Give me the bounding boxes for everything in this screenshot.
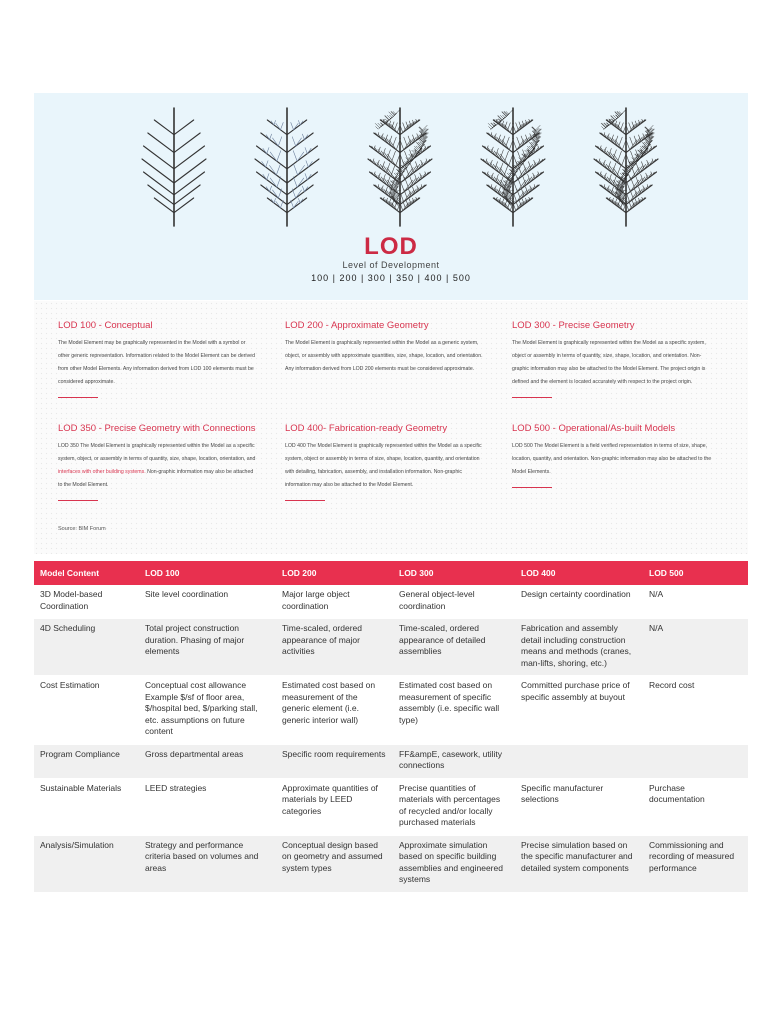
lod-banner <box>34 93 748 300</box>
definition-title: LOD 300 - Precise Geometry <box>512 320 635 331</box>
row-label-cell: 3D Model-based Coordination <box>34 585 139 619</box>
table-cell: Fabrication and assembly detail including construction means and methods (cranes, man-lifts, shoring, etc.) <box>515 619 643 676</box>
table-cell: Conceptual cost allowance Example $/sf of floor area, $/hospital bed, $/parking stall, etc. assumptions on future content <box>139 676 276 745</box>
lod-subtitle: Level of Development <box>342 260 440 270</box>
row-label-cell: Cost Estimation <box>34 676 139 745</box>
divider <box>58 397 98 398</box>
table-row <box>34 619 748 676</box>
table-row <box>34 585 748 619</box>
column-header: LOD 300 <box>393 561 515 585</box>
tree-lod-500-icon <box>594 108 658 226</box>
definition-card-lod-500 <box>512 423 712 488</box>
table-cell: Estimated cost based on measurement of the generic element (i.e. generic interior wall) <box>276 676 393 745</box>
table-cell: N/A <box>643 619 748 676</box>
definition-card-lod-350 <box>58 423 258 501</box>
table-cell: Commissioning and recording of measured performance <box>643 835 748 892</box>
definition-text: The Model Element is graphically represented within the Model as a generic system, object, or assembly with approximate quantities, size, shape, location, and orientation. Any information derived from LOD 200 elements must be considered approximate. <box>285 340 483 372</box>
table-cell: Precise quantities of materials with percentages of recycled and/or locally purchased materials <box>393 778 515 835</box>
lod-trees-illustration <box>34 93 748 243</box>
lod-definitions <box>34 301 748 554</box>
definition-text: LOD 350 The Model Element is graphically represented within the Model as a specific system, object, or assembly in terms of quantity, size, shape, location, orientation, and interfaces with other building systems. Non-graphic information may also be attached to the Model Element. <box>58 443 256 488</box>
definition-text: The Model Element is graphically represented within the Model as a specific system, object or assembly in terms of quantity, size, shape, location, and orientation. Non-graphic information may also be attached to the Model Element. The project origin is defined and the element is located accurately with respect to the project origin. <box>512 340 706 385</box>
column-header: LOD 100 <box>139 561 276 585</box>
definition-text: LOD 400 The Model Element is graphically represented within the Model as a specific system, object or assembly in terms of size, shape, location, quantity, and orientation with detailing, fabrication, assembly, and installation information. Non-graphic information may also be attached to the Model Element. <box>285 443 482 488</box>
table-cell: Purchase documentation <box>643 778 748 835</box>
tree-lod-400-icon <box>481 108 545 226</box>
table-cell: Record cost <box>643 676 748 745</box>
row-label-cell: 4D Scheduling <box>34 619 139 676</box>
table-cell: Strategy and performance criteria based on volumes and areas <box>139 835 276 892</box>
table-cell: Committed purchase price of specific assembly at buyout <box>515 676 643 745</box>
table-row <box>34 676 748 745</box>
table-cell: N/A <box>643 585 748 619</box>
highlighted-text: interfaces with other building systems. <box>58 469 146 475</box>
column-header: LOD 200 <box>276 561 393 585</box>
divider <box>512 397 552 398</box>
table-cell: Time-scaled, ordered appearance of major activities <box>276 619 393 676</box>
divider <box>512 487 552 488</box>
tree-lod-300-icon <box>368 108 432 226</box>
table-cell: Specific manufacturer selections <box>515 778 643 835</box>
divider <box>58 500 98 501</box>
definition-title: LOD 200 - Approximate Geometry <box>285 320 429 331</box>
table-cell: General object-level coordination <box>393 585 515 619</box>
table-cell <box>643 744 748 778</box>
table-cell: Precise simulation based on the specific manufacturer and detailed system components <box>515 835 643 892</box>
table-row <box>34 835 748 892</box>
column-header: LOD 400 <box>515 561 643 585</box>
definition-text: LOD 500 The Model Element is a field verified representation in terms of size, shape, location, quantity, and orientation. Non-graphic information may also be attached to the Model Elements. <box>512 443 712 475</box>
definition-card-lod-100 <box>58 320 258 398</box>
definition-title: LOD 500 - Operational/As-built Models <box>512 423 676 434</box>
table-cell <box>515 744 643 778</box>
divider <box>285 500 325 501</box>
definition-title: LOD 400- Fabrication-ready Geometry <box>285 423 448 434</box>
column-header: LOD 500 <box>643 561 748 585</box>
table-cell: Time-scaled, ordered appearance of detailed assemblies <box>393 619 515 676</box>
table-cell: Estimated cost based on measurement of specific assembly (i.e. specific wall type) <box>393 676 515 745</box>
table-body <box>34 585 748 892</box>
table-cell: Specific room requirements <box>276 744 393 778</box>
definition-card-lod-400 <box>285 423 485 501</box>
table-cell: Design certainty coordination <box>515 585 643 619</box>
table-cell: Conceptual design based on geometry and assumed system types <box>276 835 393 892</box>
tree-lod-200-icon <box>255 108 319 226</box>
row-label-cell: Analysis/Simulation <box>34 835 139 892</box>
row-label-cell: Program Compliance <box>34 744 139 778</box>
table-row <box>34 778 748 835</box>
table-cell: Major large object coordination <box>276 585 393 619</box>
definition-text: The Model Element may be graphically represented in the Model with a symbol or other generic representation. Information related to the Model Element can be derived from other Model Elements. Any information derived from LOD 100 elements must be considered approximate. <box>58 340 255 385</box>
lod-comparison-table <box>34 561 748 893</box>
tree-lod-100-icon <box>142 108 206 226</box>
table-cell: Approximate quantities of materials by LEED categories <box>276 778 393 835</box>
table-cell: Site level coordination <box>139 585 276 619</box>
source-note: Source: BIM Forum <box>58 526 106 532</box>
table-cell: Approximate simulation based on specific building assemblies and engineered systems <box>393 835 515 892</box>
definition-title: LOD 100 - Conceptual <box>58 320 153 331</box>
table-cell: FF&ampE, casework, utility connections <box>393 744 515 778</box>
definition-card-lod-200 <box>285 320 485 376</box>
row-label-cell: Sustainable Materials <box>34 778 139 835</box>
definition-card-lod-300 <box>512 320 712 398</box>
table-cell: Total project construction duration. Phasing of major elements <box>139 619 276 676</box>
lod-title: LOD <box>364 233 418 260</box>
definition-title: LOD 350 - Precise Geometry with Connections <box>58 423 256 434</box>
table-row <box>34 744 748 778</box>
table-header-row <box>34 561 748 585</box>
lod-levels: 100 | 200 | 300 | 350 | 400 | 500 <box>311 273 471 283</box>
table-cell: Gross departmental areas <box>139 744 276 778</box>
table-cell: LEED strategies <box>139 778 276 835</box>
column-header: Model Content <box>34 561 139 585</box>
